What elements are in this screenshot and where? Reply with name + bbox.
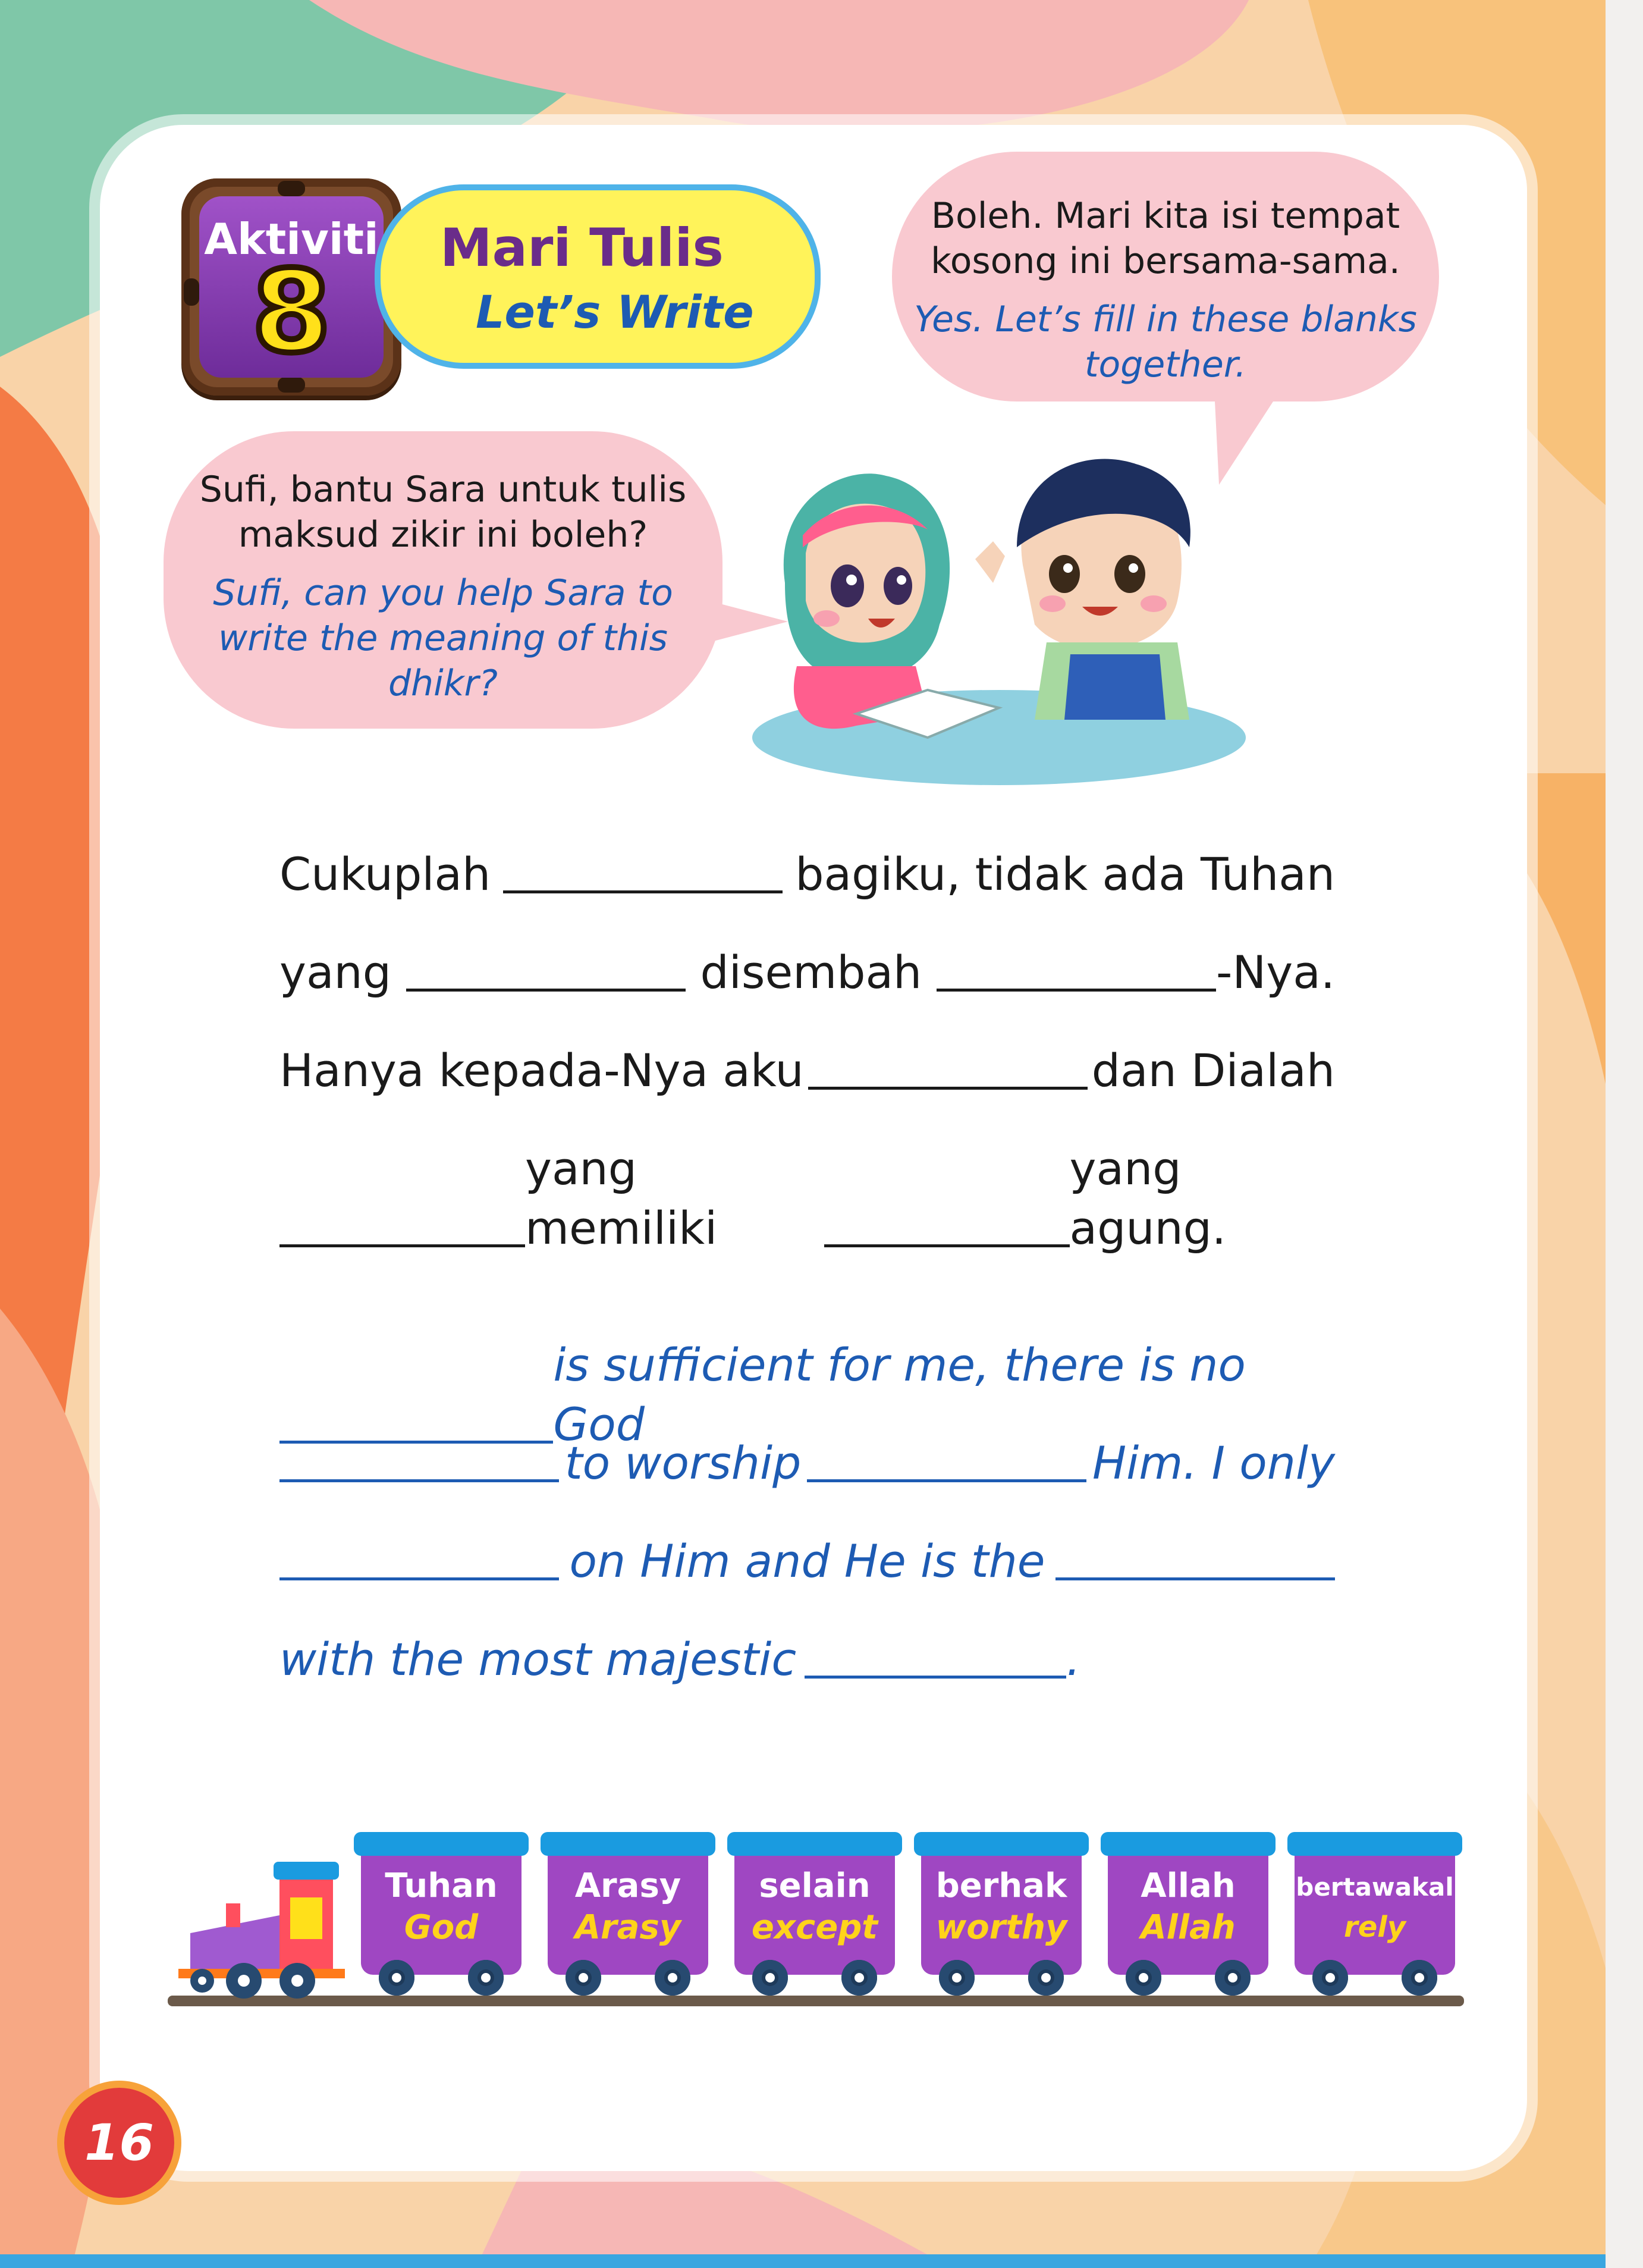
english-text: . [1066,1633,1081,1686]
english-text: with the most majestic [279,1633,797,1686]
activity-label: Aktiviti [204,214,379,264]
rivet-icon [184,278,199,306]
english-text: Him. I only [1092,1436,1335,1489]
blank-field[interactable] [808,1087,1088,1090]
malay-line-4 [279,1139,1335,1258]
wagon-english-word: rely [1344,1911,1406,1944]
word-wagon[interactable] [734,1856,895,1975]
malay-text: disembah [700,946,922,999]
malay-text: yang agung. [1069,1142,1227,1254]
rivet-icon [278,181,305,196]
blank-field[interactable] [824,1244,1070,1247]
activity-number: 8 [252,246,331,378]
malay-text: dan Dialah [1091,1044,1335,1097]
wagon-roof [1287,1832,1462,1856]
wagon-roof [541,1832,715,1856]
malay-text: Hanya kepada-Nya aku [279,1044,804,1097]
malay-line-2 [279,943,1335,1002]
word-wagon[interactable] [1295,1856,1455,1975]
word-wagon[interactable] [361,1856,522,1975]
bubble-boy-english-2: together. [1085,344,1246,385]
page-number-badge [64,2088,174,2198]
activity-badge [181,178,401,396]
bubble-boy-malay-2: kosong ini bersama-sama. [931,240,1400,282]
malay-text: -Nya. [1216,946,1335,999]
speech-bubble-boy [892,152,1439,401]
wagon-roof [727,1832,902,1856]
wagon-malay-word: Tuhan [385,1867,498,1905]
malay-text: Cukuplah [279,848,491,901]
english-line-2 [279,1433,1335,1493]
wagon-english-word: Allah [1141,1908,1236,1947]
bubble-girl-english-3: dhikr? [388,663,498,704]
title-english: Let’s Write [476,286,754,338]
wheel-icon [655,1960,690,1996]
english-text: on Him and He is the [569,1535,1045,1588]
wagon-english-word: worthy [935,1908,1067,1947]
blank-field[interactable] [937,989,1216,992]
english-line-3 [279,1532,1335,1591]
malay-text: yang memiliki [524,1142,718,1254]
word-wagon[interactable] [921,1856,1082,1975]
page-number: 16 [84,2113,154,2172]
wheel-icon [1215,1960,1251,1996]
malay-text: yang [279,946,391,999]
malay-line-1 [279,845,1335,904]
wagon-malay-word: berhak [935,1867,1067,1905]
speech-bubble-girl [164,431,722,729]
blank-field[interactable] [1055,1577,1335,1580]
wheel-icon [468,1960,504,1996]
wagon-roof [914,1832,1089,1856]
bubble-girl-english-2: write the meaning of this [218,617,668,659]
bubble-girl-english-1: Sufi, can you help Sara to [213,572,673,614]
malay-line-3 [279,1041,1335,1100]
wheel-icon [1402,1960,1437,1996]
word-wagon[interactable] [548,1856,708,1975]
wagon-english-word: except [751,1908,878,1947]
bubble-boy-english-1: Yes. Let’s fill in these blanks [914,299,1417,340]
wagon-malay-word: bertawakal [1296,1872,1454,1902]
blank-field[interactable] [805,1676,1066,1679]
wheel-icon [841,1960,877,1996]
english-text: is sufficient for me, there is no God [553,1338,1246,1451]
wagon-roof [354,1832,529,1856]
wheel-icon [379,1960,414,1996]
english-text: to worship [564,1436,802,1489]
wheel-icon [1312,1960,1348,1996]
children-illustration [749,428,1255,797]
wheel-icon [752,1960,788,1996]
english-line-4 [279,1630,1335,1689]
wheel-icon [1028,1960,1064,1996]
train-track [168,1996,1464,2006]
blank-field[interactable] [406,989,686,992]
word-wagon[interactable] [1108,1856,1268,1975]
train-engine-icon [178,1862,351,1999]
blank-field[interactable] [503,890,783,893]
bubble-boy-malay-1: Boleh. Mari kita isi tempat [931,195,1400,237]
blank-field[interactable] [279,1244,525,1247]
bubble-girl-malay-1: Sufi, bantu Sara untuk tulis [199,469,687,510]
wheel-icon [1126,1960,1161,1996]
wagon-malay-word: selain [759,1867,871,1905]
bubble-girl-malay-2: maksud zikir ini boleh? [238,514,648,556]
blank-field[interactable] [279,1479,559,1482]
wheel-icon [566,1960,601,1996]
malay-text: bagiku, tidak ada Tuhan [795,848,1335,901]
blank-field[interactable] [807,1479,1086,1482]
blank-field[interactable] [279,1577,559,1580]
title-malay: Mari Tulis [440,217,724,278]
wagon-english-word: God [404,1908,479,1947]
wagon-malay-word: Allah [1141,1867,1236,1905]
wheel-icon [939,1960,975,1996]
wagon-roof [1101,1832,1276,1856]
wagon-malay-word: Arasy [574,1867,681,1905]
wagon-english-word: Arasy [574,1908,681,1947]
rivet-icon [278,377,305,393]
